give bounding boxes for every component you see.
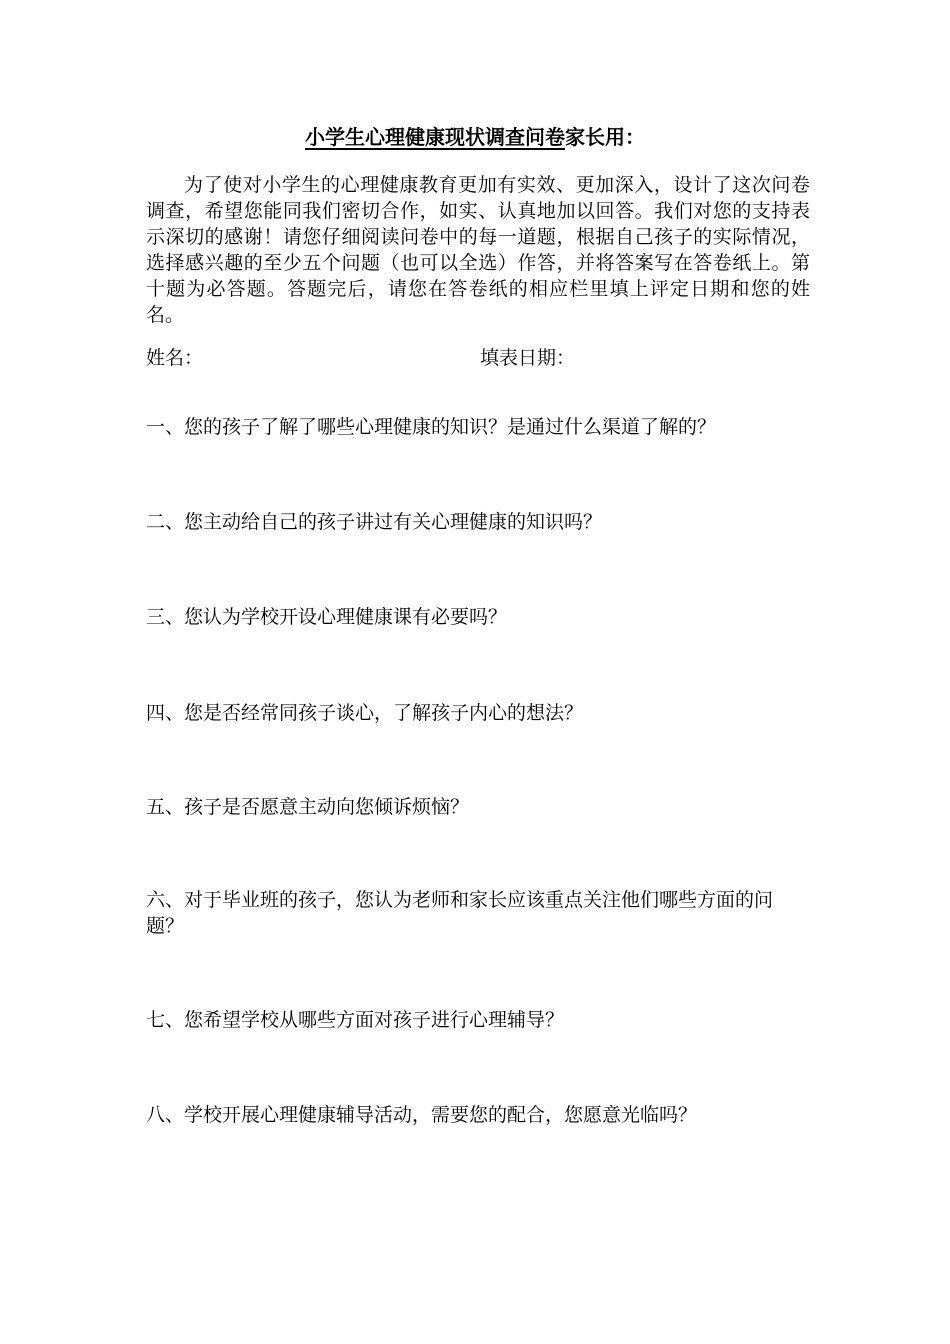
document-title [0,122,950,152]
title-suffix-text: 家长用： [565,125,645,149]
question-8: 八、学校开展心理健康辅导活动，需要您的配合，您愿意光临吗？ [146,1104,698,1126]
question-4: 四、您是否经常同孩子谈心，了解孩子内心的想法？ [146,702,584,724]
question-5: 五、孩子是否愿意主动向您倾诉烦恼？ [146,796,470,818]
intro-paragraph: 为了使对小学生的心理健康教育更加有实效、更加深入，设计了这次问卷调查，希望您能同我们密切合作，如实、认真地加以回答。我们对您的支持表示深切的感谢！请您仔细阅读问卷中的每一道题，根据自己孩子的实际情况，选择感兴趣的至少五个问题（也可以全选）作答，并将答案写在答卷纸上。第十题为必答题。答题完后，请您在答卷纸的相应栏里填上评定日期和您的姓名。 [146,174,810,326]
name-label: 姓名： [146,347,204,369]
date-label: 填表日期： [480,347,576,369]
fill-in-fields [146,344,810,372]
question-6: 六、对于毕业班的孩子，您认为老师和家长应该重点关注他们哪些方面的问题？ [146,889,774,937]
question-7: 七、您希望学校从哪些方面对孩子进行心理辅导？ [146,1009,565,1031]
title-underlined-text: 小学生心理健康现状调查问卷 [305,125,565,149]
question-1: 一、您的孩子了解了哪些心理健康的知识？是通过什么渠道了解的？ [146,416,717,438]
question-2: 二、您主动给自己的孩子讲过有关心理健康的知识吗？ [146,511,603,533]
question-3: 三、您认为学校开设心理健康课有必要吗？ [146,606,508,628]
